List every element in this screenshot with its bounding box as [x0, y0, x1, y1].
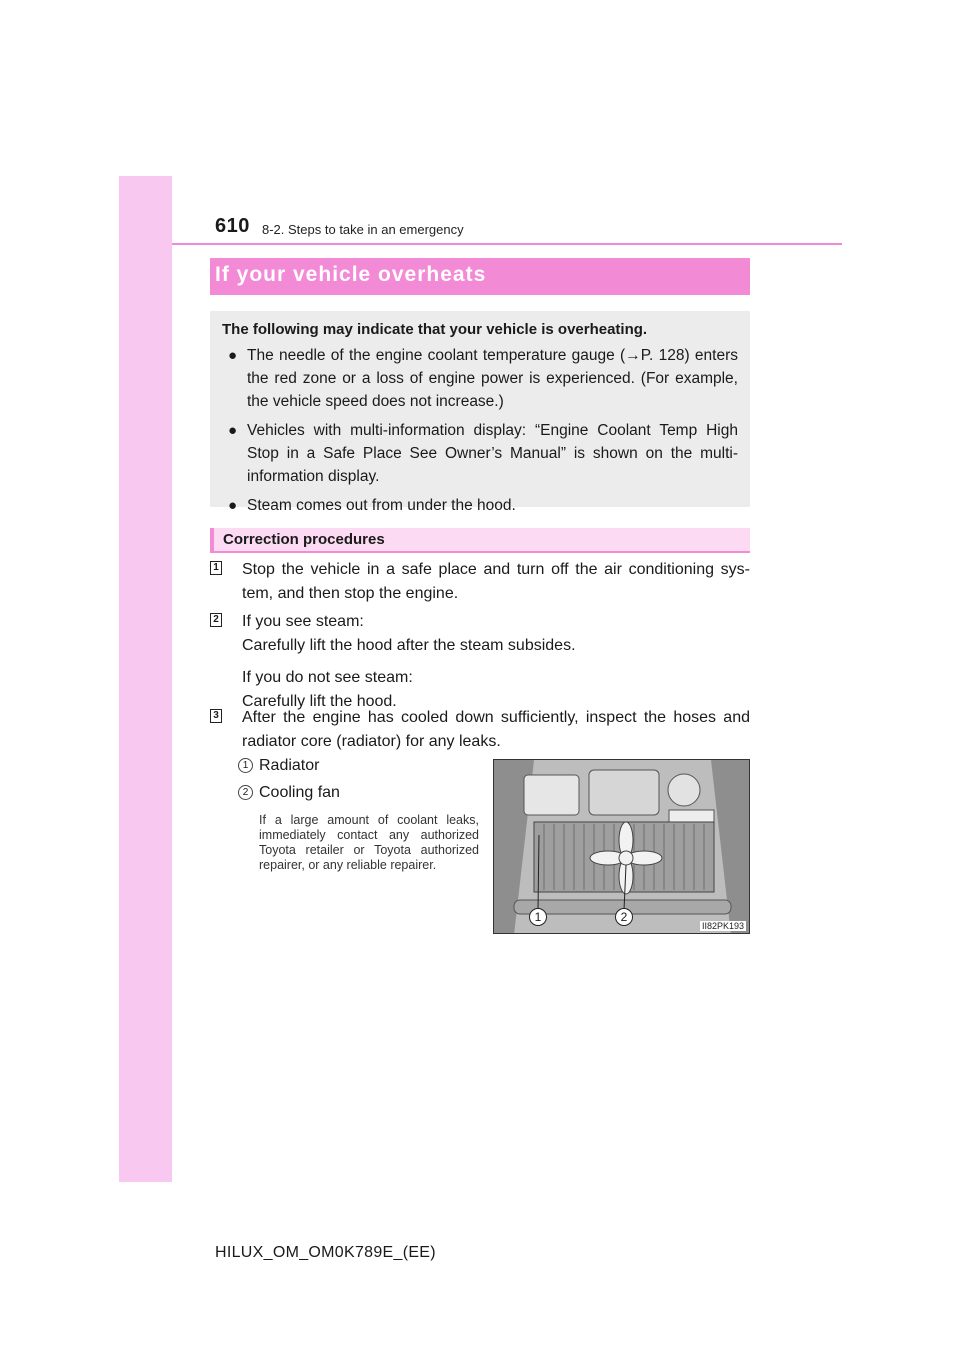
symptom-info-box	[210, 311, 750, 514]
bullet-icon: ●	[228, 497, 238, 514]
page-title: If your vehicle overheats	[215, 263, 487, 286]
step-number-badge: 1	[210, 561, 222, 575]
figure-code: II82PK193	[701, 921, 744, 931]
page-number: 610	[215, 215, 250, 237]
step-1	[210, 558, 750, 606]
bullet-icon: ●	[228, 422, 238, 439]
legend-number: 1	[238, 758, 253, 773]
bullet-text: Steam comes out from under the hood.	[247, 497, 516, 514]
legend-label: Radiator	[259, 757, 320, 774]
step-paragraph: Carefully lift the hood.	[242, 693, 397, 710]
running-head: 8-2. Steps to take in an emergency	[262, 222, 464, 237]
bullet-text: The needle of the engine coolant temperature gauge (→P. 128) enters the red zone or a loss of engine power is experienced. (For example, the vehicle speed does not increase.)	[247, 347, 738, 410]
side-tab-strip	[119, 176, 172, 1182]
step-paragraph: If you see steam:	[242, 613, 364, 630]
bullet-icon: ●	[228, 347, 238, 364]
coolant-leak-caption: If a large amount of coolant leaks, immediately contact any authorized Toyota retailer or Toyota authorized repairer, or any reliable repairer.	[259, 813, 479, 872]
subheading-bar	[210, 528, 750, 553]
step-paragraph: After the engine has cooled down sufficiently, inspect the hoses and radiator core (radiator) for any leaks.	[242, 709, 750, 750]
step-text	[242, 706, 750, 754]
list-item	[222, 494, 738, 517]
title-bar	[210, 258, 750, 295]
step-3	[210, 706, 750, 754]
step-2	[210, 610, 750, 714]
figure-callout-1: 1	[529, 908, 547, 926]
header-rule	[172, 243, 842, 245]
engine-bay-figure	[493, 759, 750, 934]
subheading: Correction procedures	[223, 531, 385, 548]
list-item	[222, 419, 738, 488]
figure-callout-2: 2	[615, 908, 633, 926]
step-number-badge: 2	[210, 613, 222, 627]
step-number-badge: 3	[210, 709, 222, 723]
legend-number: 2	[238, 785, 253, 800]
document-footer: HILUX_OM_OM0K789E_(EE)	[215, 1244, 436, 1261]
list-item	[222, 344, 738, 413]
step-text	[242, 558, 750, 606]
info-lead: The following may indicate that your vehicle is overheating.	[222, 321, 648, 338]
step-paragraph: If you do not see steam:	[242, 669, 413, 686]
subheading-accent	[210, 528, 214, 551]
step-text	[242, 610, 750, 714]
step-paragraph: Stop the vehicle in a safe place and turn off the air conditioning sys-tem, and then stop the engine.	[242, 561, 750, 602]
bullet-text: Vehicles with multi-information display: “Engine Coolant Temp High Stop in a Safe Place See Owner’s Manual” is shown on the multi-information display.	[247, 422, 738, 485]
legend-label: Cooling fan	[259, 784, 340, 801]
step-paragraph: Carefully lift the hood after the steam subsides.	[242, 637, 576, 654]
